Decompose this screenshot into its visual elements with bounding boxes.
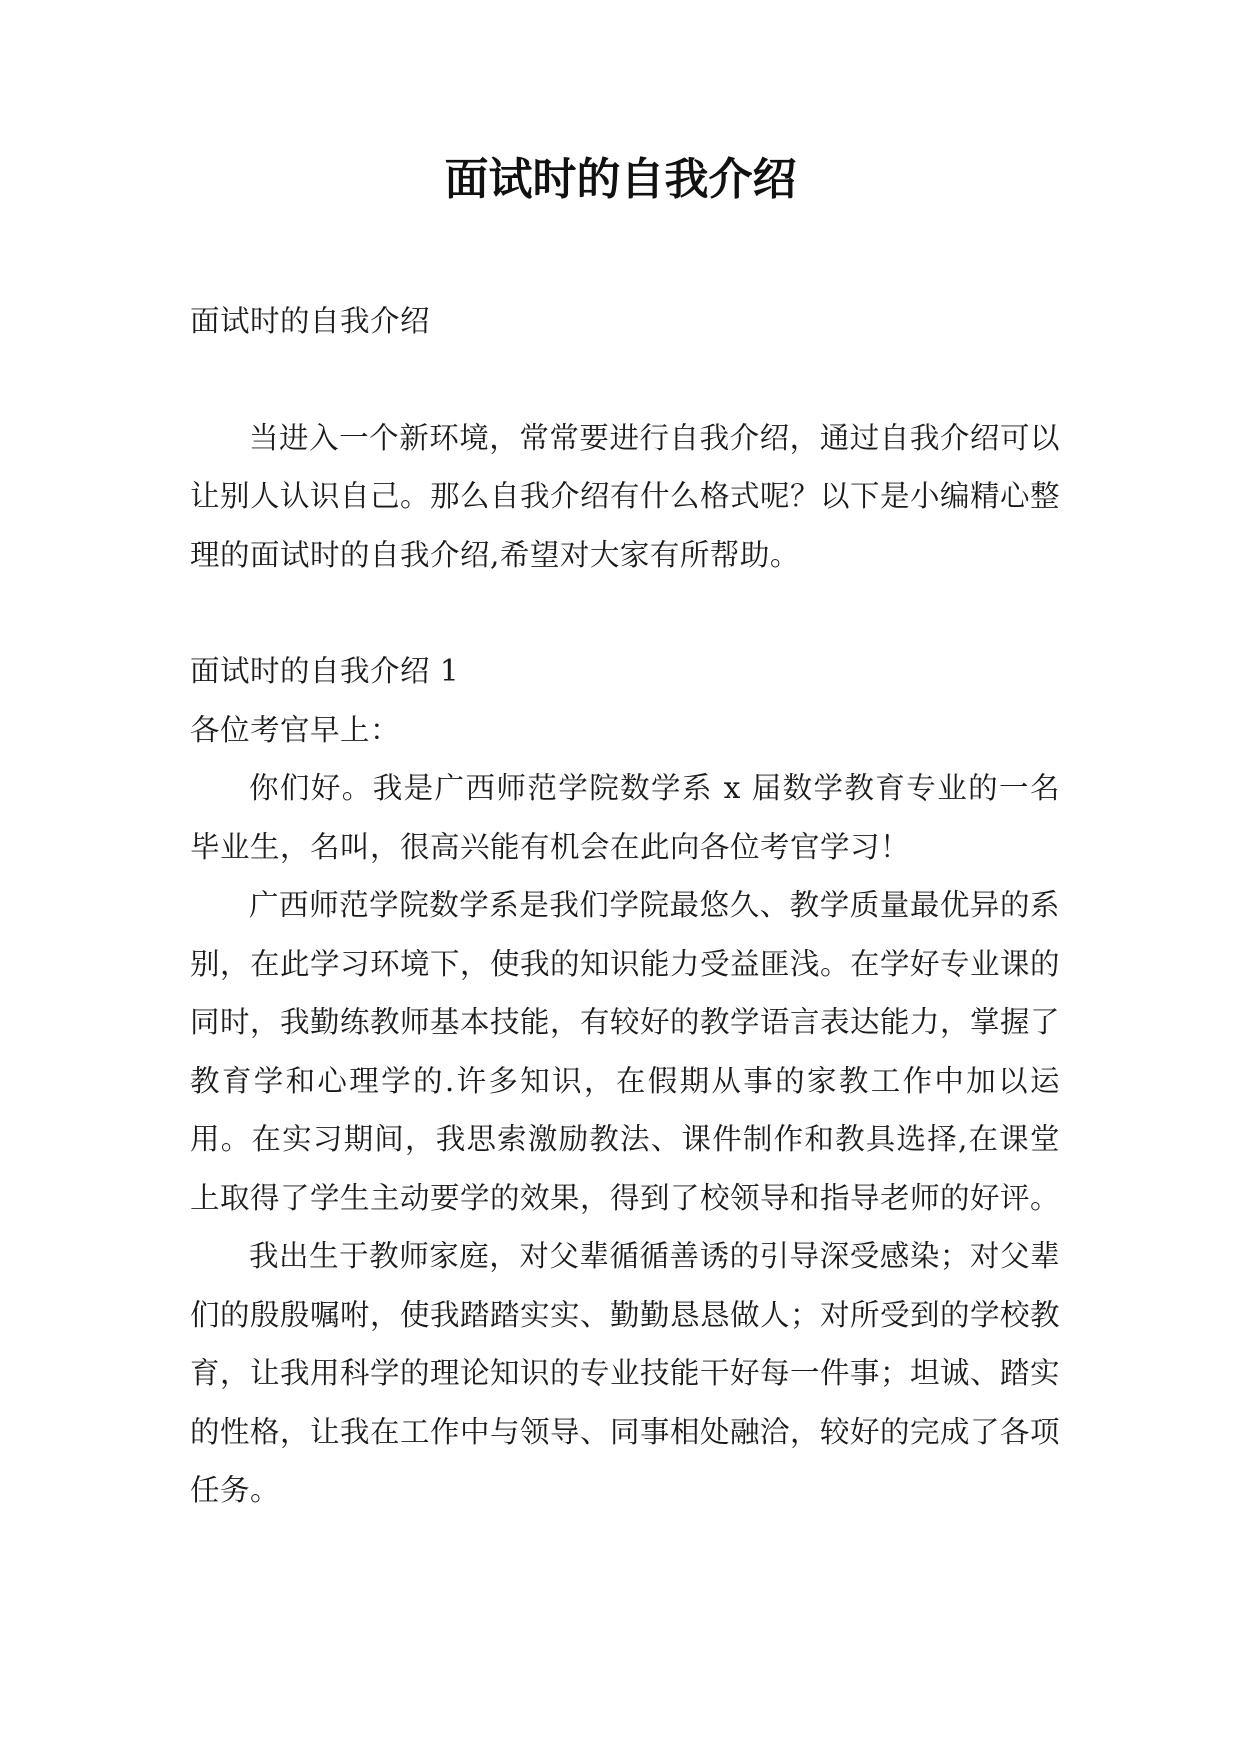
body-paragraph: 我出生于教师家庭，对父辈循循善诱的引导深受感染；对父辈们的殷殷嘱咐，使我踏踏实实、勤勤恳恳做人；对所受到的学校教育，让我用科学的理论知识的专业技能干好每一件事；坦诚、踏实的性格，让我在工作中与领导、同事相处融洽，较好的完成了各项任务。 [190,1239,1061,1507]
body-paragraph: 广西师范学院数学系是我们学院最悠久、教学质量最优异的系别，在此学习环境下，使我的知识能力受益匪浅。在学好专业课的同时，我勤练教师基本技能，有较好的教学语言表达能力，掌握了教育学和心理学的.许多知识，在假期从事的家教工作中加以运用。在实习期间，我思索激励教法、课件制作和教具选择,在课堂上取得了学生主动要学的效果，得到了校领导和指导老师的好评。 [190,888,1061,1215]
page-title: 面试时的自我介绍 [444,154,797,205]
body-paragraph: 你们好。我是广西师范学院数学系 x 届数学教育专业的一名毕业生，名叫，很高兴能有机会在此向各位考官学习！ [190,771,1060,864]
section-heading: 面试时的自我介绍 1 [190,654,460,688]
document-body [190,292,1060,1520]
intro-paragraph: 当进入一个新环境，常常要进行自我介绍，通过自我介绍可以让别人认识自己。那么自我介绍有什么格式呢？以下是小编精心整理的面试时的自我介绍,希望对大家有所帮助。 [190,420,1061,572]
greeting-line: 各位考官早上： [190,712,401,747]
document-subtitle: 面试时的自我介绍 [190,304,431,338]
